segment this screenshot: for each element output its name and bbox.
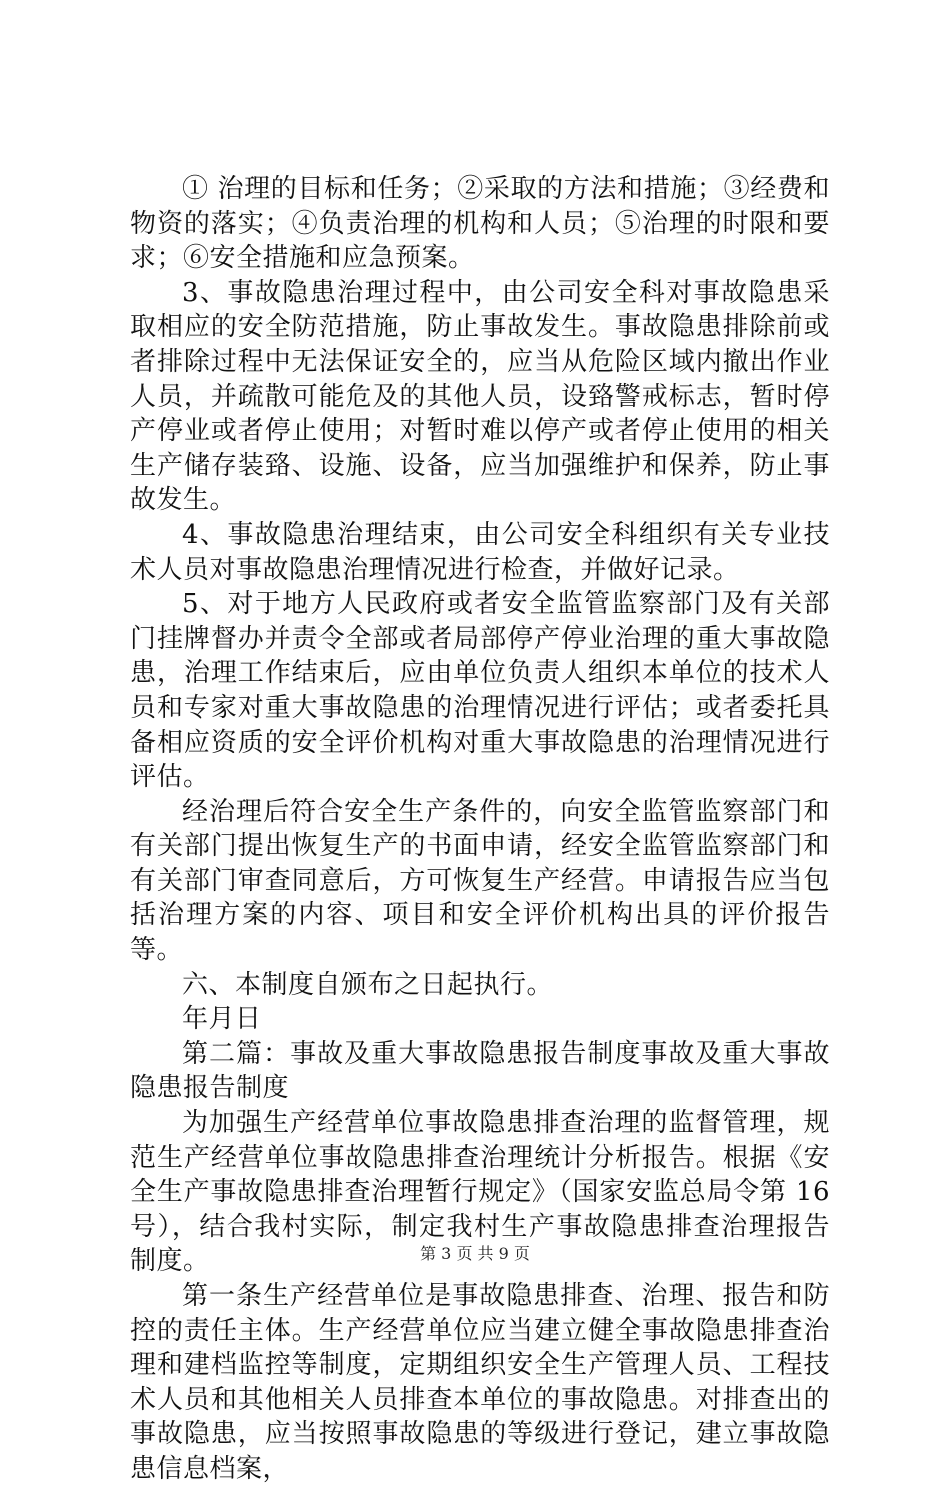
paragraph-measures-list: ① 治理的目标和任务；②采取的方法和措施；③经费和物资的落实；④负责治理的机构和人员；⑤治理的时限和要求；⑥安全措施和应急预案。 <box>130 174 830 274</box>
page-footer: 第 3 页 共 9 页 <box>420 1244 530 1263</box>
paragraph-resume-production: 经治理后符合安全生产条件的，向安全监管监察部门和有关部门提出恢复生产的书面申请，经安全监管监察部门和有关部门审查同意后，方可恢复生产经营。申请报告应当包括治理方案的内容、项目和安全评价机构出具的评价报告等。 <box>130 796 830 966</box>
paragraph-item-4: 4、事故隐患治理结束，由公司安全科组织有关专业技术人员对事故隐患治理情况进行检查，并做好记录。 <box>130 519 830 585</box>
paragraph-purpose: 为加强生产经营单位事故隐患排查治理的监督管理，规范生产经营单位事故隐患排查治理统计分析报告。根据《安全生产事故隐患排查治理暂行规定》（国家安监总局令第 16 号），结合我村实际，制定我村生产事故隐患排查治理报告制度。 <box>130 1108 830 1277</box>
section-heading-part-two: 第二篇：事故及重大事故隐患报告制度事故及重大事故隐患报告制度 <box>130 1038 830 1104</box>
paragraph-item-5: 5、对于地方人民政府或者安全监管监察部门及有关部门挂牌督办并责令全部或者局部停产停业治理的重大事故隐患，治理工作结束后，应由单位负责人组织本单位的技术人员和专家对重大事故隐患的治理情况进行评估；或者委托具备相应资质的安全评价机构对重大事故隐患的治理情况进行评估。 <box>130 589 830 793</box>
paragraph-effective-date: 六、本制度自颁布之日起执行。 <box>182 969 554 1000</box>
paragraph-date-placeholder: 年月日 <box>182 1004 262 1035</box>
paragraph-article-1: 第一条生产经营单位是事故隐患排查、治理、报告和防控的责任主体。生产经营单位应当建立健全事故隐患排查治理和建档监控等制度，定期组织安全生产管理人员、工程技术人员和其他相关人员排查本单位的事故隐患。对排查出的事故隐患，应当按照事故隐患的等级进行登记，建立事故隐患信息档案， <box>130 1281 830 1484</box>
paragraph-item-3: 3、事故隐患治理过程中，由公司安全科对事故隐患采取相应的安全防范措施，防止事故发生。事故隐患排除前或者排除过程中无法保证安全的，应当从危险区域内撤出作业人员，并疏散可能危及的其他人员，设臵警戒标志，暂时停产停业或者停止使用；对暂时难以停产或者停止使用的相关生产储存装臵、设施、设备，应当加强维护和保养，防止事故发生。 <box>130 277 830 516</box>
document-body <box>130 172 830 1487</box>
